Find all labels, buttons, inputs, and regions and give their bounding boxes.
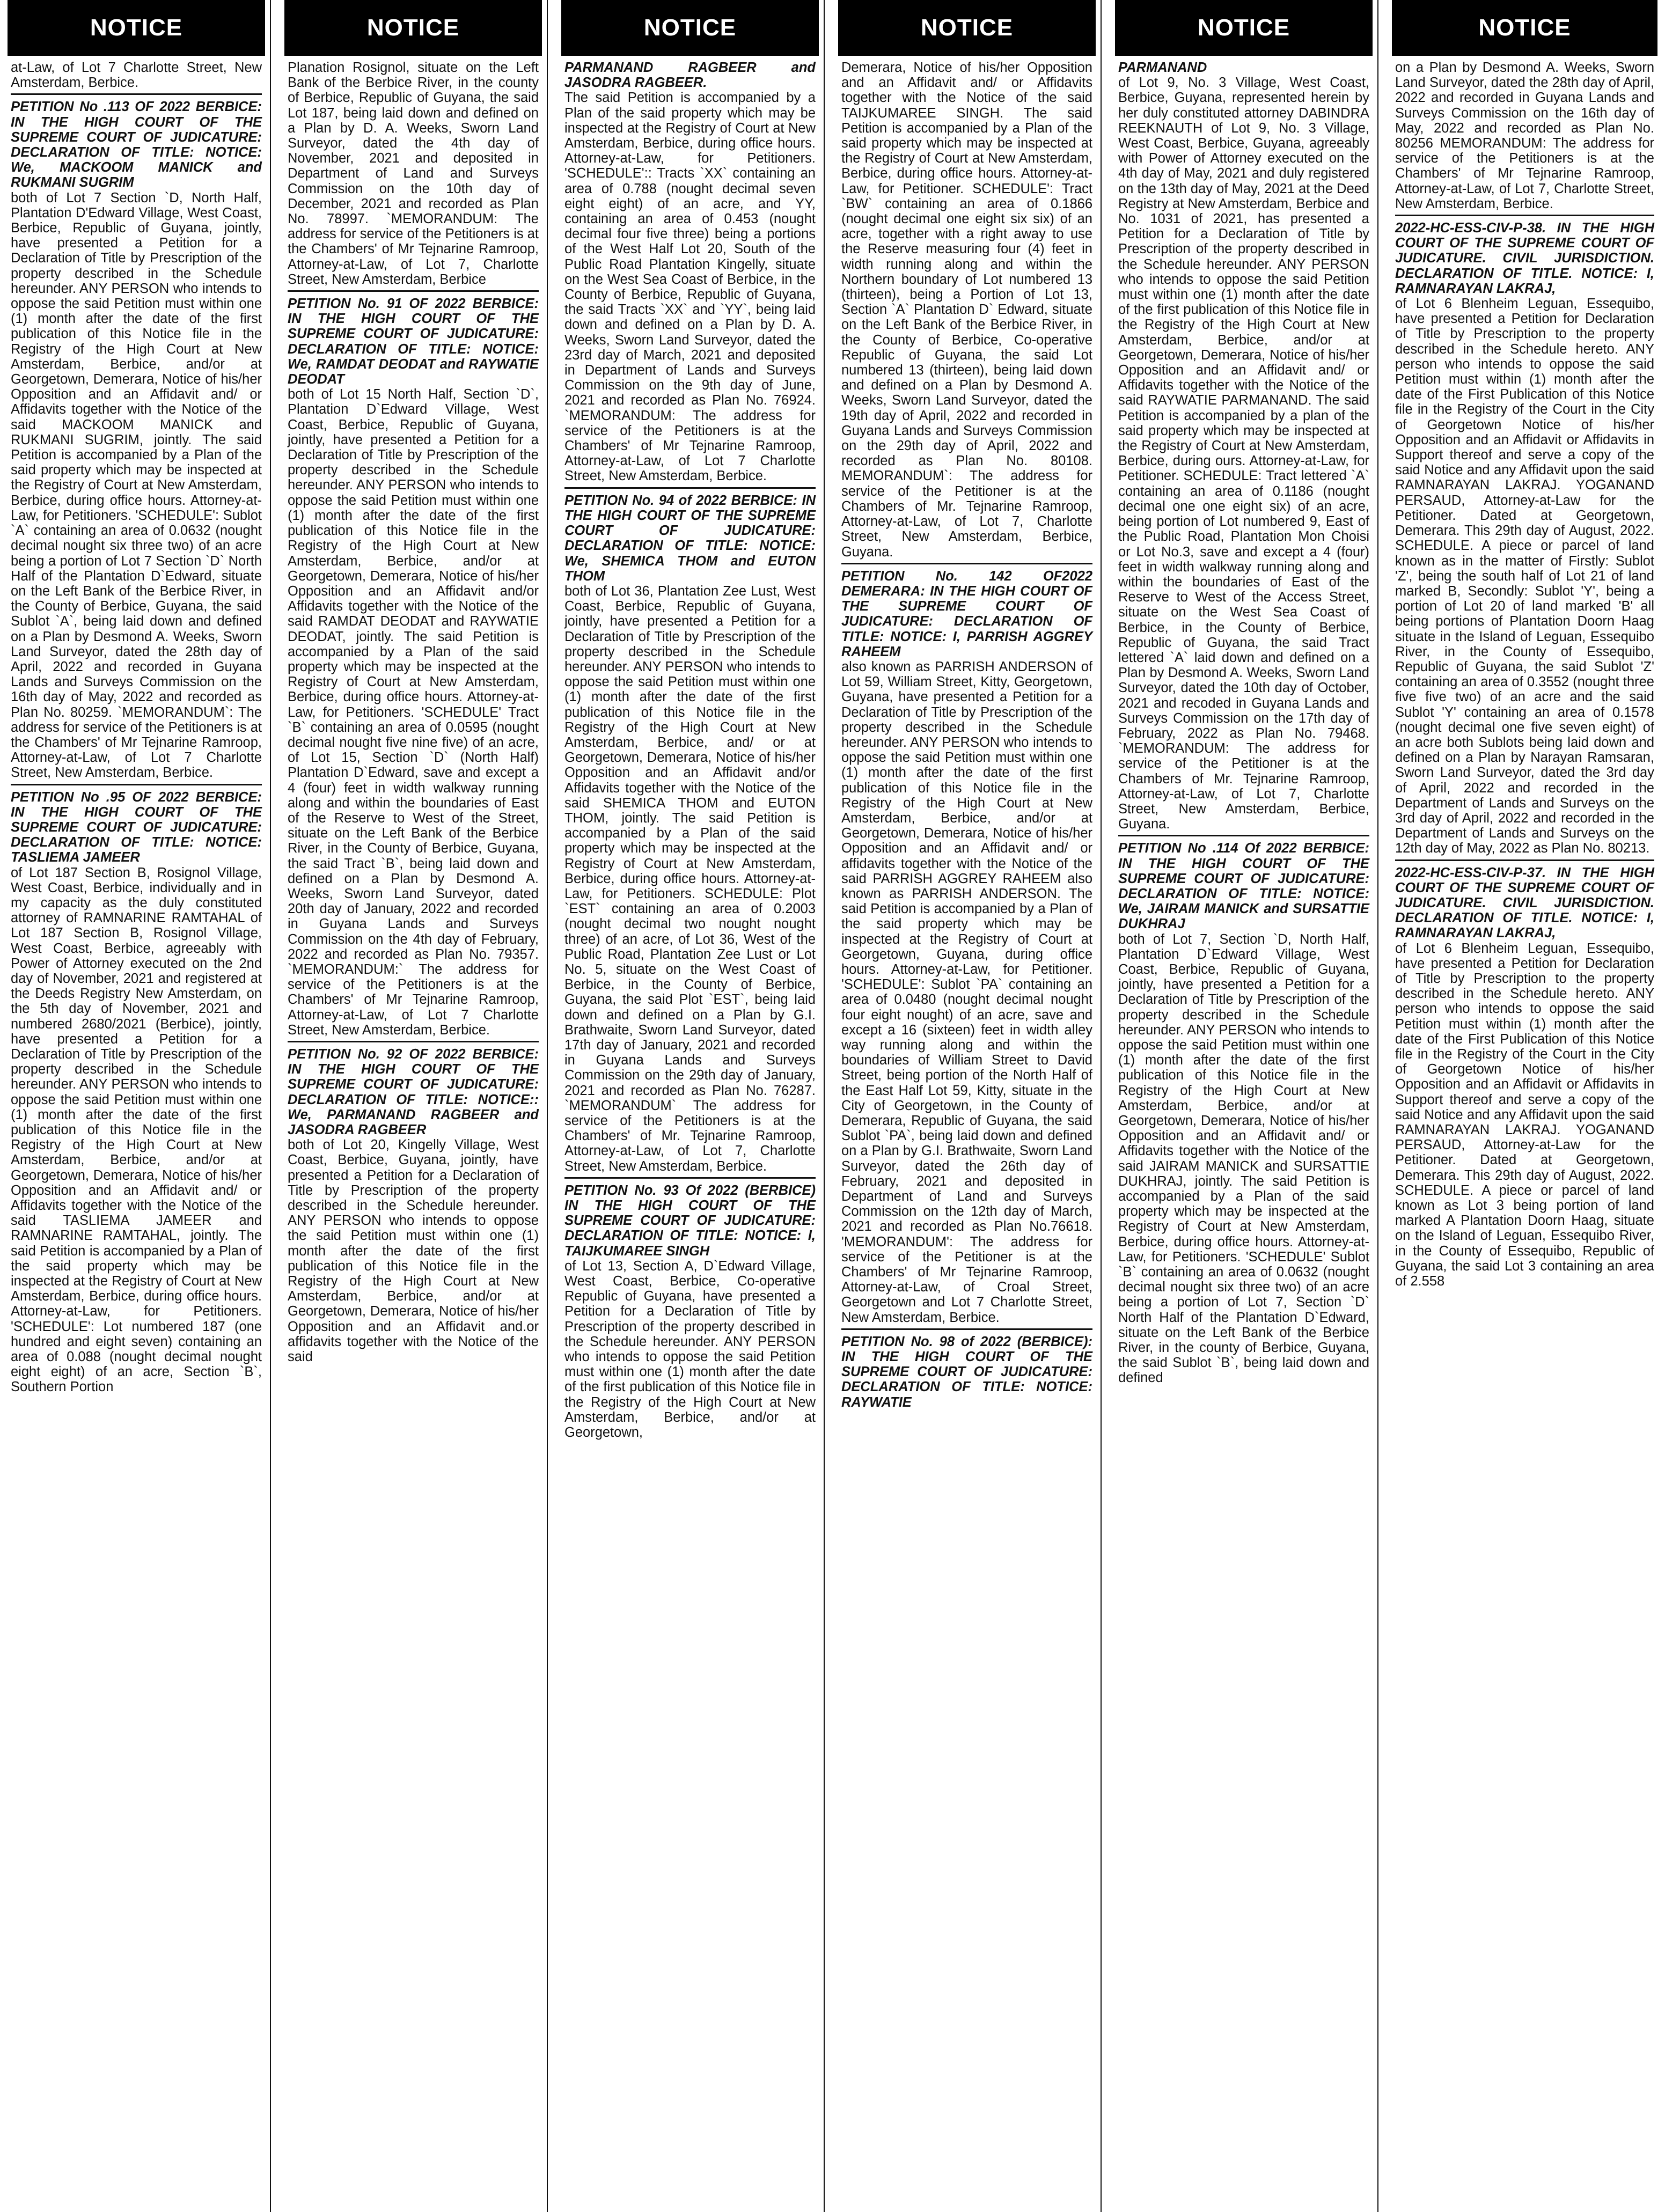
notice-divider — [1118, 835, 1369, 836]
notice-body: of Lot 6 Blenheim Leguan, Essequibo, have presented a Petition for Declaration of Title by Prescription to the property described in the Schedule hereto. ANY person who intends to oppose the said Petition must within (1) month after the date of the First Publication of this Notice file in the Registry of the Court in the City of Georgetown Notice of his/her Opposition and an Affidavit or Affidavits in Support thereof and serve a copy of the said Notice and any Affidavit upon the said RAMNARAYAN LAKRAJ. YOGANAND PERSAUD, Attorney-at-Law for the Petitioner. Dated at Georgetown, Demerara. This 29th day of August, 2022. SCHEDULE. A piece or parcel of land known as Lot 3 being portion of land marked A Plantation Doorn Haag, situate on the Island of Leguan, Essequibo River, in the County of Essequibo, Republic of Guyana, the said Lot 3 containing an area of 2.558 — [1395, 940, 1654, 1289]
notice-continuation: at-Law, of Lot 7 Charlotte Street, New Amsterdam, Berbice. — [11, 60, 262, 91]
notice-divider — [288, 290, 539, 292]
notice-title: PETITION No. 94 of 2022 BERBICE: IN THE HIGH COURT OF THE SUPREME COURT OF JUDICATURE: DECLARATION OF TITLE: NOTICE: We, SHEMICA THOM and EUTON THOM — [564, 493, 816, 584]
notice-title: PARMANAND RAGBEER and JASODRA RAGBEER. — [564, 60, 816, 91]
column-rule — [824, 0, 825, 2212]
column-rule — [547, 0, 548, 2212]
notice-column-6 — [1392, 0, 1657, 2212]
column-header: NOTICE — [1392, 0, 1657, 56]
notice-divider — [1395, 859, 1654, 861]
notice-continuation: Planation Rosignol, situate on the Left Bank of the Berbice River, in the county of Berbice, Republic of Guyana, the said Lot 187, being laid down and defined on a Plan by D. A. Weeks, Sworn Land Surveyor, dated the 4th day of November, 2021 and deposited in Department of Land and Surveys Commission on the 10th day of December, 2021 and recorded as Plan No. 78997. `MEMORANDUM: The address for service of the Petitioners is at the Chambers' of Mr Tejnarine Ramroop, Attorney-at-Law, of Lot 7, Charlotte Street, New Amsterdam, Berbice — [288, 60, 539, 287]
notice-divider — [11, 93, 262, 95]
column-rule — [270, 0, 271, 2212]
column-header: NOTICE — [561, 0, 819, 56]
notice-title: PARMANAND — [1118, 60, 1207, 75]
notice-title: PETITION No. 91 OF 2022 BERBICE: IN THE HIGH COURT OF THE SUPREME COURT OF JUDICATURE: DECLARATION OF TITLE: NOTICE: We, RAMDAT DEODAT and RAYWATIE DEODAT — [288, 296, 539, 387]
notice-body: both of Lot 7, Section `D, North Half, Plantation D`Edward Village, West Coast, Berbice, Republic of Guyana, jointly, have presented a Petition for a Declaration of Title by Prescription of the property described in the Schedule hereunder. ANY PERSON who intends to oppose the said Petition must within one (1) month after the date of the first publication of this Notice file in the Registry of the High Court at New Amsterdam, Berbice, and/or at Georgetown, Demerara, Notice of his/her Opposition and an Affidavit and/ or Affidavits together with the Notice of the said JAIRAM MANICK and SURSATTIE DUKHRAJ, jointly. The said Petition is accompanied by a Plan of the said property which may be inspected at the Registry of Court at New Amsterdam, Berbice, during office hours. Attorney-at-Law, for Petitioners. 'SCHEDULE' Sublot `B` containing an area of 0.0632 (nought decimal nought six three two) of an acre being a portion of Lot 7, Section `D` North Half of the Plantation D`Edward, situate on the Left Bank of the Berbice River, in the county of Berbice, Guyana, the said Sublot `B`, being laid down and defined — [1118, 931, 1369, 1386]
column-header: NOTICE — [838, 0, 1096, 56]
notice-body: both of Lot 20, Kingelly Village, West Coast, Berbice, Guyana, jointly, have presented a Petition for a Declaration of Title by Prescription of the property described in the Schedule hereunder. ANY PERSON who intends to oppose the said Petition must within one (1) month after the date of the first publication of this Notice file in the Registry of the High Court at New Amsterdam, Berbice, and/or at Georgetown, Demerara, Notice of his/her Opposition and an Affidavit and.or affidavits together with the Notice of the said — [288, 1137, 539, 1365]
notice-title: PETITION No. 93 Of 2022 (BERBICE) IN THE HIGH COURT OF THE SUPREME COURT OF JUDICATURE: DECLARATION OF TITLE: NOTICE: I, TAIJKUMAREE SINGH — [564, 1182, 816, 1259]
notice-body: both of Lot 15 North Half, Section `D`, Plantation D`Edward Village, West Coast, Berbice, Republic of Guyana, jointly, have presented a Petition for a Declaration of Title by Prescription of the property described in the Schedule hereunder. ANY PERSON who intends to oppose the said Petition must within one (1) month after the date of the first publication of this Notice file in the Registry of the High Court at New Amsterdam, Berbice, and/or at Georgetown, Demerara, Notice of his/her Opposition and an Affidavit and/or Affidavits together with the Notice of the said RAMDAT DEODAT and RAYWATIE DEODAT, jointly. The said Petition is accompanied by a Plan of the said property which may be inspected at the Registry of Court at New Amsterdam, Berbice, during office hours. Attorney-at-Law, for Petitioners. 'SCHEDULE' Tract `B` containing an area of 0.0595 (nought decimal nought five nine five) of an acre, of Lot 15, Section `D` (North Half) Plantation D`Edward, save and except a 4 (four) feet in width walkway running along and within the boundaries of East of the Reserve to West of the Street, situate on the Left Bank of the Berbice River, in the County of Berbice, Guyana, the said Tract `B`, being laid down and defined on a Plan by Desmond A. Weeks, Sworn Land Surveyor, dated 20th day of January, 2022 and recorded in Guyana Lands and Surveys Commission on the 4th day of February, 2022 and recorded as Plan No. 79357. `MEMORANDUM:` The address for service of the Petitioners is at the Chambers' of Mr Tejnarine Ramroop, Attorney-at-Law, of Lot 7 Charlotte Street, New Amsterdam, Berbice. — [288, 387, 539, 1038]
column-rule — [1377, 0, 1378, 2212]
notice-divider — [564, 487, 816, 489]
notice-body: also known as PARRISH ANDERSON of Lot 59, William Street, Kitty, Georgetown, Guyana, have presented a Petition for a Declaration of Title by Prescription of the property described in the Schedule hereunder. ANY PERSON who intends to oppose the said Petition must within one (1) month after the date of the first publication of this Notice file in the Registry of the High Court at New Amsterdam, Berbice, and/or at Georgetown, Demerara, Notice of his/her Opposition and an Affidavit and/ or affidavits together with the Notice of the said PARRISH AGGREY RAHEEM also known as PARRISH ANDERSON. The said Petition is accompanied by a Plan of the said property which may be inspected at the Registry of Court at Georgetown, Guyana, during office hours. Attorney-at-Law, for Petitioner. 'SCHEDULE': Sublot `PA` containing an area of 0.0480 (nought decimal nought four eight nought) of an acre, save and except a 16 (sixteen) feet in width alley way running along and within the boundaries of William Street to David Street, being portion of the North Half of the East Half Lot 59, Kitty, situate in the City of Georgetown, in the County of Demerara, Republic of Guyana, the said Sublot `PA`, being laid down and defined on a Plan by G.I. Brathwaite, Sworn Land Surveyor, dated the 26th day of February, 2021 and deposited in Department of Land and Surveys Commission on the 12th day of March, 2021 and recorded as Plan No.76618. 'MEMORANDUM': The address for service of the Petitioner is at the Chambers' of Mr Tejnarine Ramroop, Attorney-at-Law, of Croal Street, Georgetown and Lot 7 Charlotte Street, New Amsterdam, Berbice. — [841, 659, 1092, 1325]
notice-divider — [1395, 215, 1654, 216]
notice-column-4 — [838, 0, 1096, 2212]
notice-body: of Lot 187 Section B, Rosignol Village, West Coast, Berbice, individually and in my capacity as the duly constituted attorney of RAMNARINE RAMTAHAL of Lot 187 Section B, Rosignol Village, West Coast, Berbice, agreeably with Power of Attorney executed on the 2nd day of November, 2021 and registered at the Deeds Registry New Amsterdam, on the 5th day of November, 2021 and numbered 2680/2021 (Berbice), jointly, have presented a Petition for a Declaration of Title by Prescription of the property described in the Schedule hereunder. ANY PERSON who intends to oppose the said Petition must within one (1) month after the date of the first publication of this Notice file in the Registry of the High Court at New Amsterdam, Berbice, and/or at Georgetown, Demerara, Notice of his/her Opposition and an Affidavit and/ or Affidavits together with the Notice of the said TASLIEMA JAMEER and RAMNARINE RAMTAHAL, jointly. The said Petition is accompanied by a Plan of the said property which may be inspected at the Registry of Court at New Amsterdam, Berbice, during office hours. Attorney-at-Law, for Petitioners. 'SCHEDULE': Lot numbered 187 (one hundred and eight seven) containing an area of 0.088 (nought decimal nought eight eight) of an acre, Section `B`, Southern Portion — [11, 865, 262, 1395]
notice-title: 2022-HC-ESS-CIV-P-37. IN THE HIGH COURT OF THE SUPREME COURT OF JUDICATURE. CIVIL JURISDICTION. DECLARATION OF TITLE. NOTICE: I, RAMNARAYAN LAKRAJ, — [1395, 865, 1654, 941]
notice-column-5 — [1115, 0, 1373, 2212]
notice-column-3 — [561, 0, 819, 2212]
notice-title: PETITION No. 98 of 2022 (BERBICE): IN THE HIGH COURT OF THE SUPREME COURT OF JUDICATURE: DECLARATION OF TITLE: NOTICE: RAYWATIE — [841, 1334, 1092, 1410]
notice-title: PETITION No. 142 OF2022 DEMERARA: IN THE HIGH COURT OF THE SUPREME COURT OF JUDICATURE: DECLARATION OF TITLE: NOTICE: I, PARRISH AGGREY RAHEEM — [841, 568, 1092, 659]
notice-title: 2022-HC-ESS-CIV-P-38. IN THE HIGH COURT OF THE SUPREME COURT OF JUDICATURE. CIVIL JURISDICTION. DECLARATION OF TITLE. NOTICE: I, RAMNARAYAN LAKRAJ, — [1395, 221, 1654, 296]
notice-continuation: on a Plan by Desmond A. Weeks, Sworn Land Surveyor, dated the 28th day of April, 2022 and recorded in Guyana Lands and Surveys Commission on the 16th day of May, 2022 and recorded as Plan No. 80256 MEMORANDUM: The address for service of the Petitioners is at the Chambers' of Mr Tejnarine Ramroop, Attorney-at-Law, of Lot 7, Charlotte Street, New Amsterdam, Berbice. — [1395, 60, 1654, 211]
column-header: NOTICE — [1115, 0, 1373, 56]
notice-divider — [841, 563, 1092, 564]
column-rule — [1101, 0, 1102, 2212]
notice-title: PETITION No. 92 OF 2022 BERBICE: IN THE HIGH COURT OF THE SUPREME COURT OF JUDICATURE: DECLARATION OF TITLE: NOTICE:: We, PARMANAND RAGBEER and JASODRA RAGBEER — [288, 1047, 539, 1138]
column-header: NOTICE — [284, 0, 542, 56]
notice-continuation: Demerara, Notice of his/her Opposition and an Affidavit and/ or Affidavits together with the Notice of the said TAIJKUMAREE SINGH. The said Petition is accompanied by a Plan of the said property which may be inspected at the Registry of Court at New Amsterdam, Berbice, during office hours. Attorney-at-Law, for Petitioner. SCHEDULE': Tract `BW` containing an area of 0.1866 (nought decimal one eight six six) of an acre, together with a right away to use the Reserve measuring four (4) feet in width running along and within the Northern boundary of Lot numbered 13 (thirteen), being a Portion of Lot 13, Section `A` Plantation D` Edward, situate on the Left Bank of the Berbice River, in the County of Berbice, Co-operative Republic of Guyana, the said Lot numbered 13 (thirteen), being laid down and defined on a Plan by Desmond A. Weeks, Sworn Land Surveyor, dated the 19th day of April, 2022 and recorded in Guyana Lands and Surveys Commission on the 29th day of April, 2022 and recorded as Plan No. 80108. MEMORANDUM`: The address for service of the Petitioner is at the Chambers of Mr. Tejnarine Ramroop, Attorney-at-Law, of Lot 7, Charlotte Street, New Amsterdam, Berbice, Guyana. — [841, 60, 1092, 560]
notice-divider — [564, 1177, 816, 1179]
notice-divider — [288, 1041, 539, 1042]
notice-body: of Lot 6 Blenheim Leguan, Essequibo, have presented a Petition for Declaration of Title by Prescription to the property described in the Schedule hereto. ANY person who intends to oppose the said Petition must within (1) month after the date of the First Publication of this Notice file in the Registry of the Court in the City of Georgetown Notice of his/her Opposition and an Affidavit or Affidavits in Support thereof and serve a copy of the said Notice and any Affidavit upon the said RAMNARAYAN LAKRAJ. YOGANAND PERSAUD, Attorney-at-Law for the Petitioner. Dated at Georgetown, Demerara. This 29th day of August, 2022. SCHEDULE. A piece or parcel of land known as in the matter of Firstly: Sublot 'Z', being the south half of Lot 21 of land marked B, Secondly: Sublot 'Y', being a portion of Lot 20 of land marked 'B' all being portions of Plantation Doorn Haag situate in the Island of Leguan, Essequibo River, in the County of Essequibo, Republic of Guyana, the said Sublot 'Z' containing an area of 0.3552 (nought three five five two) of an acre and the said Sublot 'Y' containing an area of 0.1578 (nought decimal one five seven eight) of an acre both Sublots being laid down and defined on a Plan by Narayan Ramsaran, Sworn Land Surveyor, dated the 3rd day of April, 2022 and recorded in the Department of Lands and Surveys on the 3rd day of April, 2022 and recorded in the Department of Lands and Surveys on the 12th day of May, 2022 as Plan No. 80213. — [1395, 296, 1654, 856]
column-header: NOTICE — [8, 0, 265, 56]
notice-divider — [841, 1328, 1092, 1330]
notice-column-1 — [8, 0, 265, 2212]
notice-column-2 — [284, 0, 542, 2212]
notice-title: PETITION No .114 Of 2022 BERBICE: IN THE HIGH COURT OF THE SUPREME COURT OF JUDICATURE: DECLARATION OF TITLE: NOTICE: We, JAIRAM MANICK and SURSATTIE DUKHRAJ — [1118, 841, 1369, 932]
notice-body: The said Petition is accompanied by a Plan of the said property which may be inspected at the Registry of Court at New Amsterdam, Berbice, during office hours. Attorney-at-Law, for Petitioners. 'SCHEDULE':: Tracts `XX` containing an area of 0.788 (nought decimal seven eight eight) of an acre, and YY, containing an area of 0.453 (nought decimal four five three) being a portions of the West Half Lot 20, South of the Public Road Plantation Kingelly, situate on the West Sea Coast of Berbice, in the County of Berbice, Republic of Guyana, the said Tracts `XX` and `YY`, being laid down and defined on a Plan by D. A. Weeks, Sworn Land Surveyor, dated the 23rd day of March, 2021 and deposited in Department of Lands and Surveys Commission on the 9th day of June, 2021 and recorded as Plan No. 76924. `MEMORANDUM: The address for service of the Petitioners is at the Chambers' of Mr Tejnarine Ramroop, Attorney-at-Law, of Lot 7 Charlotte Street, New Amsterdam, Berbice. — [564, 90, 816, 484]
notice-body: both of Lot 7 Section `D, North Half, Plantation D'Edward Village, West Coast, Berbice, Republic of Guyana, jointly, have presented a Petition for a Declaration of Title by Prescription of the property described in the Schedule hereunder. ANY PERSON who intends to oppose the said Petition must within one (1) month after the date of the first publication of this Notice file in the Registry of the High Court at New Amsterdam, Berbice, and/or at Georgetown, Demerara, Notice of his/her Opposition and an Affidavit and/ or Affidavits together with the Notice of the said MACKOOM MANICK and RUKMANI SUGRIM, jointly. The said Petition is accompanied by a Plan of the said property which may be inspected at the Registry of Court at New Amsterdam, Berbice, during office hours. Attorney-at-Law, for Petitioners. 'SCHEDULE': Sublot `A` containing an area of 0.0632 (nought decimal nought six three two) of an acre being a portion of Lot 7 Section `D` North Half of the Plantation D`Edward, situate on the Left Bank of the Berbice River, in the County of Berbice, Guyana, the said Sublot `A`, being laid down and defined on a Plan by Desmond A. Weeks, Sworn Land Surveyor, dated the 28th day of April, 2022 and recorded in Guyana Lands and Surveys Commission on the 16th day of May, 2022 and recorded as Plan No. 80259. `MEMORANDUM`: The address for service of the Petitioners is at the Chambers' of Mr Tejnarine Ramroop, Attorney-at-Law, of Lot 7 Charlotte Street, New Amsterdam, Berbice. — [11, 190, 262, 781]
notice-title: PETITION No .113 OF 2022 BERBICE: IN THE HIGH COURT OF THE SUPREME COURT OF JUDICATURE: DECLARATION OF TITLE: NOTICE: We, MACKOOM MANICK and RUKMANI SUGRIM — [11, 99, 262, 190]
notice-body: of Lot 9, No. 3 Village, West Coast, Berbice, Guyana, represented herein by her duly constituted attorney DABINDRA REEKNAUTH of Lot 9, No. 3 Village, West Coast, Berbice, Guyana, agreeably with Power of Attorney executed on the 4th day of May, 2021 and duly registered on the 13th day of May, 2021 at the Deed Registry at New Amsterdam, Berbice and No. 1031 of 2021, has presented a Petition for a Declaration of Title by Prescription of the property described in the Schedule hereunder. ANY PERSON who intends to oppose the said Petition must within one (1) month after the date of the first publication of this Notice file in the Registry of the High Court at New Amsterdam, Berbice, and/or at Georgetown, Demerara, Notice of his/her Opposition and an Affidavit and/ or Affidavits together with the Notice of the said RAYWATIE PARMANAND. The said Petition is accompanied by a plan of the said property which may be inspected at the Registry of Court at New Amsterdam, Berbice, during ours. Attorney-at-Law, for Petitioner. SCHEDULE: Tract lettered `A` containing an area of 0.1186 (nought decimal one one eight six) of an acre, being portion of Lot numbered 9, East of the Public Road, Plantation Mon Choisi or Lot No.3, save and except a 4 (four) feet in width walkway running along and within the boundaries of East of the Reserve to West of the Access Street, situate on the West Sea Coast of Berbice, in the County of Berbice, Republic of Guyana, the said Tract lettered `A` laid down and defined on a Plan by Desmond A. Weeks, Sworn Land Surveyor, dated the 10th day of October, 2021 and recoded in Guyana Lands and Surveys Commission on the 17th day of February, 2022 as Plan No. 79468. `MEMORANDUM: The address for service of the Petitioner is at the Chambers of Mr. Tejnarine Ramroop, Attorney-at-Law, of Lot 7, Charlotte Street, New Amsterdam, Berbice, Guyana. — [1118, 75, 1369, 832]
notice-body: both of Lot 36, Plantation Zee Lust, West Coast, Berbice, Republic of Guyana, jointly, have presented a Petition for a Declaration of Title by Prescription of the property described in the Schedule hereunder. ANY PERSON who intends to oppose the said Petition must within one (1) month after the date of the first publication of this Notice file in the Registry of the High Court at New Amsterdam, Berbice, and/ or at Georgetown, Demerara, Notice of his/her Opposition and an Affidavit and/or Affidavits together with the Notice of the said SHEMICA THOM and EUTON THOM, jointly. The said Petition is accompanied by a Plan of the said property which may be inspected at the Registry of Court at New Amsterdam, Berbice, during office hours. Attorney-at-Law, for Petitioners. SCHEDULE: Plot `EST` containing an area of 0.2003 (nought decimal two nought nought three) of an acre, of Lot 36, West of the Public Road, Plantation Zee Lust or Lot No. 5, situate on the West Coast of Berbice, in the County of Berbice, Guyana, the said Plot `EST`, being laid down and defined on a Plan by G.I. Brathwaite, Sworn Land Surveyor, dated 17th day of January, 2021 and recorded in Guyana Lands and Surveys Commission on the 29th day of January, 2021 and recorded as Plan No. 76287. `MEMORANDUM` The address for service of the Petitioners is at the Chambers' of Mr. Tejnarine Ramroop, Attorney-at-Law, of Lot 7, Charlotte Street, New Amsterdam, Berbice. — [564, 583, 816, 1174]
notice-body: of Lot 13, Section A, D`Edward Village, West Coast, Berbice, Co-operative Republic of Guyana, have presented a Petition for a Declaration of Title by Prescription of the property described in the Schedule hereunder. ANY PERSON who intends to oppose the said Petition must within one (1) month after the date of the first publication of this Notice file in the Registry of the High Court at New Amsterdam, Berbice, and/or at Georgetown, — [564, 1258, 816, 1441]
notice-title: PETITION No .95 OF 2022 BERBICE: IN THE HIGH COURT OF THE SUPREME COURT OF JUDICATURE: DECLARATION OF TITLE: NOTICE: TASLIEMA JAMEER — [11, 789, 262, 865]
notice-divider — [11, 784, 262, 785]
